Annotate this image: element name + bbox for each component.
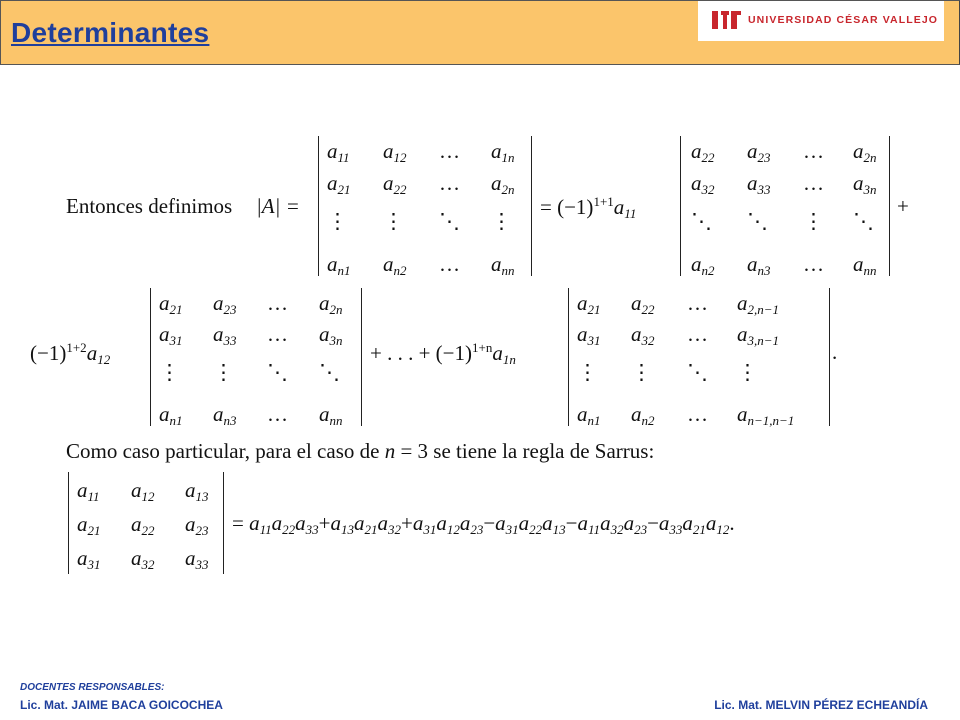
matrix-cell: ⋮ xyxy=(631,360,652,384)
matrix-cell: $a_{nn}$ xyxy=(491,252,515,278)
matrix-cell: $a_{33}$ xyxy=(185,546,209,572)
matrix-cell: ⋮ xyxy=(213,360,234,384)
matrix-cell: $a_{3,n-1}$ xyxy=(737,322,780,348)
matrix-cell: ⋱ xyxy=(267,360,288,384)
minor-m1n xyxy=(568,288,830,426)
matrix-cell: ⋮ xyxy=(803,209,824,233)
matrix-cell: ⋮ xyxy=(327,209,348,233)
matrix-cell: … xyxy=(439,171,460,195)
plus-sign: + xyxy=(897,194,909,218)
matrix-cell: $a_{3n}$ xyxy=(853,171,877,197)
sarrus-term: $-a_{33}a_{21}a_{12}$ xyxy=(647,511,730,537)
matrix-cell: $a_{n2}$ xyxy=(631,402,655,428)
period: . xyxy=(832,340,838,364)
matrix-cell: $a_{12}$ xyxy=(131,478,155,504)
sarrus-term: $-a_{11}a_{32}a_{23}$ xyxy=(565,511,648,537)
matrix-cell: … xyxy=(803,171,824,195)
matrix-cell: $a_{2,n-1}$ xyxy=(737,291,780,317)
middle-terms: + . . . + $(-1)^{1+n}a_{1n}$ xyxy=(370,340,516,367)
second-term: $(-1)^{1+2}a_{12}$ xyxy=(30,340,111,367)
matrix-a xyxy=(318,136,532,276)
matrix-cell: $a_{n-1,n-1}$ xyxy=(737,402,795,428)
matrix-cell: ⋮ xyxy=(577,360,598,384)
matrix-cell: $a_{33}$ xyxy=(213,322,237,348)
sarrus-term: $+a_{31}a_{12}a_{23}$ xyxy=(400,511,484,537)
minor-m12 xyxy=(150,288,362,426)
matrix-cell: ⋱ xyxy=(747,209,768,233)
logo-mark-icon xyxy=(712,9,742,31)
matrix-cell: … xyxy=(267,291,288,315)
matrix-cell: $a_{n2}$ xyxy=(691,252,715,278)
matrix-cell: $a_{11}$ xyxy=(77,478,100,504)
matrix-cell: $a_{11}$ xyxy=(327,139,350,165)
matrix-cell: $a_{31}$ xyxy=(77,546,101,572)
matrix-cell: … xyxy=(687,291,708,315)
matrix-cell: $a_{23}$ xyxy=(213,291,237,317)
matrix-cell: $a_{31}$ xyxy=(159,322,183,348)
matrix-cell: … xyxy=(267,322,288,346)
matrix-cell: ⋱ xyxy=(853,209,874,233)
matrix-cell: ⋱ xyxy=(687,360,708,384)
matrix-cell: $a_{22}$ xyxy=(131,512,155,538)
matrix-3x3 xyxy=(68,472,224,574)
matrix-cell: $a_{3n}$ xyxy=(319,322,343,348)
sarrus-formula xyxy=(232,511,735,538)
matrix-cell: … xyxy=(267,402,288,426)
footer-label: DOCENTES RESPONSABLES: xyxy=(20,682,165,693)
matrix-cell: $a_{21}$ xyxy=(159,291,183,317)
matrix-cell: ⋮ xyxy=(737,360,758,384)
matrix-cell: $a_{n1}$ xyxy=(159,402,183,428)
footer-teacher-left: Lic. Mat. JAIME BACA GOICOCHEA xyxy=(20,698,223,712)
minor-m11 xyxy=(680,136,890,276)
matrix-cell: $a_{32}$ xyxy=(631,322,655,348)
matrix-cell: … xyxy=(803,139,824,163)
matrix-cell: $a_{n2}$ xyxy=(383,252,407,278)
matrix-cell: $a_{n3}$ xyxy=(747,252,771,278)
matrix-cell: $a_{32}$ xyxy=(691,171,715,197)
matrix-cell: $a_{22}$ xyxy=(691,139,715,165)
matrix-cell: $a_{13}$ xyxy=(185,478,209,504)
matrix-cell: ⋮ xyxy=(159,360,180,384)
sarrus-term: $+a_{13}a_{21}a_{32}$ xyxy=(318,511,401,537)
intro-text: Entonces definimos xyxy=(66,194,233,218)
matrix-cell: $a_{2n}$ xyxy=(319,291,343,317)
matrix-cell: $a_{22}$ xyxy=(631,291,655,317)
matrix-cell: $a_{33}$ xyxy=(747,171,771,197)
abs-a: |A| = xyxy=(256,194,300,218)
matrix-cell: … xyxy=(439,139,460,163)
matrix-cell: $a_{23}$ xyxy=(747,139,771,165)
matrix-cell: $a_{31}$ xyxy=(577,322,601,348)
matrix-cell: $a_{2n}$ xyxy=(491,171,515,197)
matrix-cell: $a_{21}$ xyxy=(577,291,601,317)
matrix-cell: … xyxy=(439,252,460,276)
sarrus-intro: Como caso particular, para el caso de n = 3 se tiene la regla de Sarrus: xyxy=(66,439,655,463)
first-term: = $(-1)^{1+1}a_{11}$ xyxy=(540,194,637,221)
page-title: Determinantes xyxy=(11,17,210,48)
matrix-cell: $a_{22}$ xyxy=(383,171,407,197)
matrix-cell: ⋮ xyxy=(491,209,512,233)
matrix-cell: $a_{2n}$ xyxy=(853,139,877,165)
matrix-cell: $a_{1n}$ xyxy=(491,139,515,165)
matrix-cell: $a_{21}$ xyxy=(77,512,101,538)
matrix-cell: $a_{n1}$ xyxy=(327,252,351,278)
matrix-cell: $a_{21}$ xyxy=(327,171,351,197)
matrix-cell: ⋮ xyxy=(383,209,404,233)
university-logo xyxy=(698,1,944,41)
sarrus-term: $-a_{31}a_{22}a_{13}$ xyxy=(483,511,566,537)
matrix-cell: $a_{nn}$ xyxy=(319,402,343,428)
sarrus-term: $a_{11}a_{22}a_{33}$ xyxy=(249,511,319,537)
matrix-cell: ⋱ xyxy=(439,209,460,233)
logo-text: UNIVERSIDAD CÉSAR VALLEJO xyxy=(748,14,939,26)
sarrus-end: . xyxy=(729,511,735,535)
matrix-cell: … xyxy=(687,402,708,426)
equals-sign: = xyxy=(232,511,250,535)
matrix-cell: $a_{n1}$ xyxy=(577,402,601,428)
matrix-cell: $a_{nn}$ xyxy=(853,252,877,278)
matrix-cell: $a_{n3}$ xyxy=(213,402,237,428)
matrix-cell: $a_{12}$ xyxy=(383,139,407,165)
matrix-cell: … xyxy=(803,252,824,276)
matrix-cell: ⋱ xyxy=(691,209,712,233)
matrix-cell: $a_{32}$ xyxy=(131,546,155,572)
matrix-cell: $a_{23}$ xyxy=(185,512,209,538)
header-bar xyxy=(0,0,960,65)
footer-teacher-right: Lic. Mat. MELVIN PÉREZ ECHEANDÍA xyxy=(714,698,928,712)
matrix-cell: … xyxy=(687,322,708,346)
matrix-cell: ⋱ xyxy=(319,360,340,384)
